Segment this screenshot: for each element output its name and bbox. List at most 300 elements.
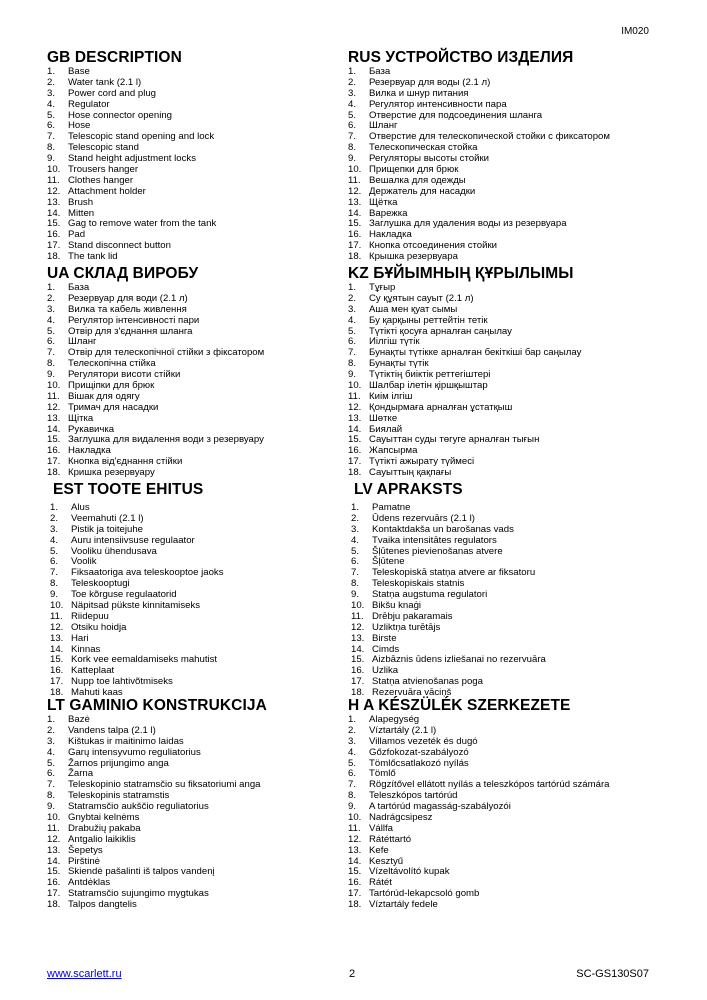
item-label: Регуляторы высоты стойки: [369, 153, 490, 165]
item-label: База: [68, 282, 90, 293]
item-label: Garų intensyvumo reguliatorius: [68, 746, 201, 758]
item-number: 13.: [351, 632, 365, 644]
item-number: 10.: [348, 812, 362, 824]
parts-list: [348, 283, 658, 479]
item-label: Hose connector opening: [68, 109, 173, 121]
item-number: 14.: [348, 207, 362, 219]
item-label: Drabužių pakaba: [68, 822, 141, 834]
item-label: Бу қарқыны реттейтін тетік: [369, 314, 488, 326]
parts-list: [348, 715, 658, 911]
item-number: 5.: [50, 545, 59, 557]
item-number: 17.: [47, 456, 61, 468]
item-label: Кнопка отсоединения стойки: [369, 240, 498, 252]
item-label: Прищіпки для брюк: [68, 380, 155, 392]
item-number: 11.: [47, 822, 60, 834]
item-label: Stand disconnect button: [68, 240, 171, 252]
item-number: 9.: [348, 801, 357, 813]
item-label: База: [369, 66, 391, 77]
item-number: 4.: [47, 98, 56, 110]
item-number: 1.: [50, 502, 59, 513]
item-label: Рукавичка: [68, 423, 115, 435]
item-number: 14.: [351, 643, 365, 655]
item-label: Vállfa: [369, 822, 393, 834]
item-label: Skiendė pašalinti iš talpos vandenį: [68, 866, 215, 878]
list-item: [47, 252, 327, 263]
item-label: Түтікті ажырату түймесі: [369, 456, 475, 468]
item-number: 15.: [351, 654, 365, 666]
item-number: 16.: [348, 877, 362, 889]
item-label: Base: [68, 66, 90, 77]
item-number: 5.: [348, 325, 357, 337]
item-label: Отверстие для подсоединения шланга: [369, 109, 543, 121]
item-label: Шөтке: [369, 412, 398, 424]
item-number: 4.: [351, 534, 360, 546]
item-label: Fiksaatoriga ava teleskooptoe jaoks: [71, 567, 224, 579]
item-label: Rátét: [369, 877, 392, 889]
item-number: 1.: [348, 714, 357, 725]
item-number: 5.: [351, 545, 360, 557]
item-number: 6.: [348, 768, 357, 780]
item-number: 17.: [351, 676, 365, 688]
item-number: 11.: [348, 174, 361, 186]
list-item: [348, 846, 658, 857]
item-label: Pad: [68, 229, 86, 241]
item-number: 16.: [348, 445, 362, 457]
item-label: Clothes hanger: [68, 174, 134, 186]
item-label: Отвір для з'єднання шланга: [68, 325, 193, 337]
item-number: 7.: [348, 131, 357, 143]
list-item: [47, 634, 327, 645]
item-number: 6.: [50, 556, 59, 568]
item-number: 15.: [348, 434, 362, 446]
item-number: 10.: [47, 164, 61, 176]
website-link[interactable]: www.scarlett.ru: [47, 968, 122, 980]
item-label: Gag to remove water from the tank: [68, 218, 217, 230]
item-number: 2.: [348, 292, 357, 304]
item-label: Katteplaat: [71, 665, 115, 677]
item-label: Ūdens rezervuārs (2.1 l): [372, 512, 475, 524]
item-label: Киім ілгіш: [369, 390, 413, 402]
list-item: [348, 414, 658, 425]
item-label: Tartórúd-lekapcsoló gomb: [369, 888, 480, 900]
item-number: 13.: [47, 844, 61, 856]
item-number: 12.: [348, 401, 362, 413]
item-number: 10.: [351, 600, 365, 612]
item-number: 16.: [351, 665, 365, 677]
item-number: 15.: [47, 218, 61, 230]
item-label: Держатель для насадки: [369, 185, 476, 197]
item-label: Žarnos prijungimo anga: [68, 757, 169, 769]
item-label: Šļūtenes pievienošanas atvere: [372, 545, 503, 557]
item-number: 3.: [47, 87, 56, 99]
item-label: Шланг: [68, 336, 97, 348]
item-label: The tank lid: [68, 251, 118, 263]
item-label: Power cord and plug: [68, 87, 156, 99]
item-label: Regulator: [68, 98, 110, 110]
item-number: 8.: [47, 358, 56, 370]
item-number: 12.: [348, 185, 362, 197]
item-label: Toe kõrguse regulaatorid: [71, 589, 177, 601]
item-label: Water tank (2.1 l): [68, 76, 142, 88]
item-label: Trousers hanger: [68, 164, 139, 176]
item-label: Кнопка від'єднання стійки: [68, 456, 183, 468]
section-title: EST TOOTE EHITUS: [53, 481, 204, 498]
item-label: Uzliktņa turētājs: [372, 621, 441, 633]
list-item: [348, 813, 658, 824]
list-item: [348, 468, 658, 479]
item-number: 4.: [47, 746, 56, 758]
list-item: [47, 623, 327, 634]
item-label: Antdėklas: [68, 877, 111, 889]
item-label: Víztartály (2.1 l): [369, 724, 437, 736]
item-number: 18.: [348, 899, 362, 911]
item-number: 18.: [50, 687, 64, 699]
item-label: Teleskopinio statramsčio su fiksatoriumi anga: [68, 779, 261, 791]
item-number: 7.: [348, 779, 357, 791]
section-h: [348, 697, 658, 911]
item-label: Заглушка для удаления воды из резервуара: [369, 218, 567, 230]
item-number: 3.: [47, 735, 56, 747]
item-label: Pirštinė: [68, 855, 100, 867]
item-number: 12.: [47, 185, 61, 197]
item-label: Auru intensiivsuse regulaator: [71, 534, 195, 546]
item-number: 12.: [47, 401, 61, 413]
item-number: 6.: [348, 336, 357, 348]
item-number: 16.: [47, 229, 61, 241]
item-number: 4.: [47, 314, 56, 326]
item-number: 18.: [351, 687, 365, 699]
item-number: 6.: [47, 768, 56, 780]
item-label: Телескопічна стійка: [68, 358, 156, 370]
item-label: Түтіктің биіктік реттегіштері: [369, 369, 491, 381]
list-item: [47, 100, 327, 111]
item-number: 17.: [50, 676, 64, 688]
list-item: [47, 900, 327, 911]
item-label: Cimds: [372, 643, 400, 655]
item-label: Сауыттың қақпағы: [369, 467, 452, 479]
item-label: Отверстие для телескопической стойки с фиксатором: [369, 131, 610, 143]
item-label: Rezervuāra vāciņš: [372, 687, 452, 699]
item-label: Vízeltávolító kupak: [369, 866, 450, 878]
section-kz: [348, 265, 658, 479]
item-label: Drēbju pakaramais: [372, 610, 453, 622]
item-label: Заглушка для видалення води з резервуару: [68, 434, 264, 446]
item-label: Rátéttartó: [369, 833, 412, 845]
item-number: 5.: [348, 109, 357, 121]
item-number: 3.: [351, 523, 360, 535]
item-label: Alus: [71, 502, 90, 513]
item-number: 12.: [348, 833, 362, 845]
product-code: SC-GS130S07: [576, 968, 649, 980]
item-label: Сауыттан суды төгуге арналған тығын: [369, 434, 540, 446]
item-label: Шалбар ілетін қіршқыштар: [369, 380, 488, 392]
section-title: RUS УСТРОЙСТВО ИЗДЕЛИЯ: [348, 49, 574, 66]
list-item: [348, 198, 658, 209]
item-label: Накладка: [68, 445, 111, 457]
section-lt: [47, 697, 327, 911]
item-number: 13.: [348, 412, 362, 424]
item-label: Näpitsad pükste kinnitamiseks: [71, 600, 201, 612]
item-label: Riidepuu: [71, 610, 109, 622]
item-number: 9.: [47, 369, 56, 381]
item-label: Щётка: [369, 196, 398, 208]
item-label: Отвір для телескопічної стійки з фіксатором: [68, 347, 265, 359]
item-number: 14.: [47, 423, 61, 435]
model-code: IM020: [621, 26, 649, 37]
item-number: 10.: [47, 812, 61, 824]
list-item: [47, 748, 327, 759]
item-label: Бунақты түтікке арналған бекіткіші бар саңылау: [369, 347, 582, 359]
item-number: 15.: [47, 866, 61, 878]
item-label: Тримач для насадки: [68, 401, 159, 413]
item-label: Накладка: [369, 229, 412, 241]
item-number: 18.: [348, 251, 362, 263]
item-label: Aizbāznis ūdens izliešanai no rezervuāra: [372, 654, 546, 666]
item-label: Tömlő: [369, 768, 396, 780]
item-label: Voolik: [71, 556, 97, 568]
parts-list: [47, 503, 327, 699]
item-label: Крышка резервуара: [369, 251, 458, 263]
item-label: Регулятор интенсивности пара: [369, 98, 507, 110]
item-number: 9.: [348, 369, 357, 381]
item-label: Vooliku ühendusava: [71, 545, 157, 557]
item-number: 16.: [348, 229, 362, 241]
item-number: 18.: [348, 467, 362, 479]
item-label: Mitten: [68, 207, 95, 219]
item-label: Kork vee eemaldamiseks mahutist: [71, 654, 218, 666]
item-label: Резервуар для воды (2.1 л): [369, 76, 491, 88]
item-label: Nupp toe lahtivõtmiseks: [71, 676, 173, 688]
item-number: 12.: [50, 621, 64, 633]
item-number: 4.: [348, 314, 357, 326]
item-number: 6.: [351, 556, 360, 568]
item-number: 18.: [47, 899, 61, 911]
item-label: Talpos dangtelis: [68, 899, 137, 911]
item-label: Регулятори висоти стійки: [68, 369, 181, 381]
list-item: [47, 536, 327, 547]
item-label: Вилка и шнур питания: [369, 87, 469, 99]
item-number: 17.: [348, 456, 362, 468]
item-number: 5.: [348, 757, 357, 769]
item-number: 11.: [50, 610, 63, 622]
item-label: Щітка: [68, 412, 94, 424]
item-number: 16.: [47, 877, 61, 889]
section-title: KZ БҰЙЫМНЫҢ ҚҰРЫЛЫМЫ: [348, 265, 574, 282]
item-number: 12.: [351, 621, 365, 633]
item-label: Биялай: [369, 423, 403, 435]
item-label: Teleskopiskais statnis: [372, 578, 465, 590]
item-label: Teleskopinis statramstis: [68, 790, 170, 802]
item-label: Mahuti kaas: [71, 687, 123, 699]
list-item: [47, 468, 327, 479]
item-label: Pamatne: [372, 502, 411, 513]
item-number: 15.: [348, 218, 362, 230]
item-label: Түтікті қосуға арналған саңылау: [369, 325, 512, 337]
section-title: UA СКЛАД ВИРОБУ: [47, 265, 199, 282]
item-number: 3.: [348, 87, 357, 99]
item-label: Veemahuti (2.1 l): [71, 512, 144, 524]
list-item: [348, 748, 658, 759]
item-number: 7.: [47, 347, 56, 359]
item-number: 9.: [50, 589, 59, 601]
parts-list: [348, 67, 658, 263]
section-title: GB DESCRIPTION: [47, 49, 182, 66]
list-item: [348, 900, 658, 911]
item-number: 7.: [351, 567, 360, 579]
item-number: 13.: [348, 196, 362, 208]
item-label: Hose: [68, 120, 91, 132]
item-label: Кришка резервуару: [68, 467, 155, 479]
item-number: 13.: [348, 844, 362, 856]
list-item: [348, 252, 658, 263]
item-number: 8.: [47, 142, 56, 154]
item-number: 13.: [47, 412, 61, 424]
item-number: 13.: [50, 632, 64, 644]
item-number: 9.: [348, 153, 357, 165]
item-number: 9.: [47, 801, 56, 813]
section-ua: [47, 265, 327, 479]
item-number: 15.: [47, 434, 61, 446]
item-number: 17.: [47, 240, 61, 252]
item-number: 9.: [47, 153, 56, 165]
item-label: A tartórúd magasság-szabályozói: [369, 801, 511, 813]
item-label: Kinnas: [71, 643, 101, 655]
item-number: 4.: [50, 534, 59, 546]
item-label: Су құятын сауыт (2.1 л): [369, 292, 474, 304]
parts-list: [47, 715, 327, 911]
item-label: Víztartály fedele: [369, 899, 438, 911]
item-label: Бунақты түтік: [369, 358, 429, 370]
item-number: 8.: [47, 790, 56, 802]
item-number: 2.: [348, 76, 357, 88]
item-label: Варежка: [369, 207, 408, 219]
item-number: 10.: [47, 380, 61, 392]
item-number: 4.: [348, 746, 357, 758]
item-number: 2.: [47, 292, 56, 304]
item-number: 11.: [348, 822, 361, 834]
section-title: H A KÉSZÜLÉK SZERKEZETE: [348, 697, 571, 714]
list-item: [348, 536, 658, 547]
item-number: 2.: [348, 724, 357, 736]
section-est: [47, 481, 327, 699]
item-number: 8.: [348, 358, 357, 370]
item-number: 14.: [47, 855, 61, 867]
item-number: 11.: [351, 610, 364, 622]
list-item: [47, 846, 327, 857]
item-label: Pistik ja toitejuhe: [71, 523, 143, 535]
item-number: 7.: [47, 779, 56, 791]
page-number: 2: [349, 968, 356, 980]
item-number: 14.: [50, 643, 64, 655]
item-label: Hari: [71, 632, 89, 644]
parts-list: [47, 67, 327, 263]
item-label: Šepetys: [68, 844, 103, 856]
item-number: 3.: [348, 735, 357, 747]
list-item: [47, 219, 327, 230]
item-label: Nadrágcsipesz: [369, 812, 433, 824]
item-number: 14.: [348, 855, 362, 867]
item-number: 5.: [47, 325, 56, 337]
item-number: 5.: [47, 757, 56, 769]
item-number: 2.: [351, 512, 360, 524]
item-number: 2.: [50, 512, 59, 524]
list-item: [47, 198, 327, 209]
item-number: 6.: [47, 336, 56, 348]
list-item: [348, 634, 658, 645]
item-label: Birste: [372, 632, 397, 644]
item-label: Vandens talpa (2.1 l): [68, 724, 156, 736]
item-label: Uzlika: [372, 665, 399, 677]
section-rus: [348, 49, 658, 263]
item-label: Antgalio laikiklis: [68, 833, 136, 845]
item-label: Gnybtai kelnėms: [68, 812, 140, 824]
item-label: Bikšu knaģi: [372, 600, 422, 612]
item-label: Kontaktdakša un barošanas vads: [372, 523, 514, 535]
item-label: Teleskopiskā statņa atvere ar fiksatoru: [372, 567, 536, 579]
item-label: Alapegység: [369, 714, 420, 725]
item-number: 8.: [348, 790, 357, 802]
item-label: Statramsčio aukščio reguliatorius: [68, 801, 209, 813]
item-label: Регулятор інтенсивності пари: [68, 314, 200, 326]
item-number: 4.: [348, 98, 357, 110]
item-label: Tvaika intensitātes regulators: [372, 534, 497, 546]
item-label: Tömlőcsatlakozó nyílás: [369, 757, 469, 769]
item-label: Жапсырма: [369, 445, 418, 457]
item-number: 6.: [47, 120, 56, 132]
item-label: Вилка та кабель живлення: [68, 303, 187, 315]
item-number: 14.: [47, 207, 61, 219]
item-number: 7.: [348, 347, 357, 359]
item-number: 17.: [348, 240, 362, 252]
item-label: Прищепки для брюк: [369, 164, 459, 176]
item-number: 1.: [47, 282, 56, 293]
list-item: [47, 414, 327, 425]
item-label: Villamos vezeték és dugó: [369, 735, 478, 747]
item-number: 10.: [50, 600, 64, 612]
list-item: [348, 835, 658, 846]
item-label: Šļūtene: [372, 556, 405, 568]
item-number: 1.: [47, 66, 56, 77]
item-number: 10.: [348, 380, 362, 392]
item-label: Gőzfokozat-szabályozó: [369, 746, 469, 758]
item-label: Brush: [68, 196, 94, 208]
parts-list: [47, 283, 327, 479]
item-number: 2.: [47, 724, 56, 736]
item-label: Қондырмаға арналған ұстатқыш: [369, 401, 513, 413]
item-number: 15.: [50, 654, 64, 666]
list-item: [348, 100, 658, 111]
item-number: 7.: [47, 131, 56, 143]
item-label: Telescopic stand opening and lock: [68, 131, 215, 143]
item-number: 6.: [348, 120, 357, 132]
item-label: Kefe: [369, 844, 389, 856]
item-number: 1.: [348, 66, 357, 77]
item-label: Žarna: [68, 768, 94, 780]
list-item: [348, 867, 658, 878]
item-number: 10.: [348, 164, 362, 176]
item-label: Вешалка для одежды: [369, 174, 466, 186]
item-label: Statramsčio sujungimo mygtukas: [68, 888, 209, 900]
item-label: Телескопическая стойка: [369, 142, 478, 154]
item-number: 2.: [47, 76, 56, 88]
item-label: Stand height adjustment locks: [68, 153, 196, 165]
list-item: [47, 316, 327, 327]
item-number: 18.: [47, 467, 61, 479]
item-label: Telescopic stand: [68, 142, 139, 154]
item-number: 17.: [348, 888, 362, 900]
item-number: 1.: [47, 714, 56, 725]
item-label: Шланг: [369, 120, 398, 132]
